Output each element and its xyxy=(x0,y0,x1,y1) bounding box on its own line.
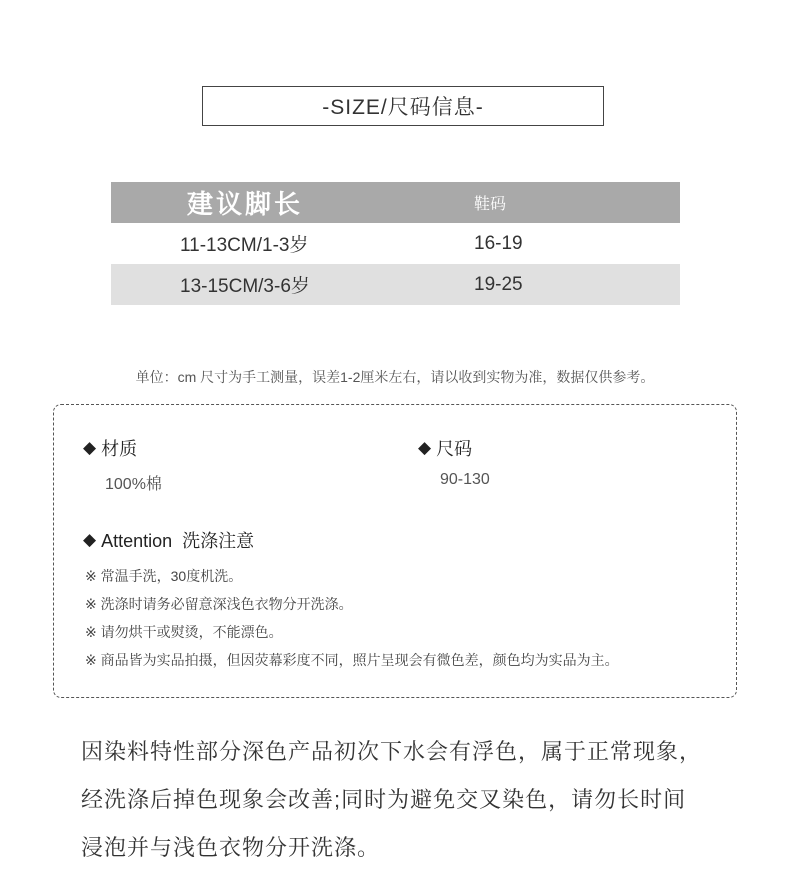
size-value: 90-130 xyxy=(440,471,490,488)
diamond-icon: ◆ xyxy=(83,530,97,549)
info-box xyxy=(53,404,737,698)
size-field xyxy=(418,435,490,489)
color-fading-notice xyxy=(81,729,741,873)
notice-line: 经洗涤后掉色现象会改善;同时为避免交叉染色，请勿长时间 xyxy=(81,787,687,812)
material-label: 材质 xyxy=(101,439,138,459)
material-field xyxy=(83,435,162,494)
unit-note: 单位：cm 尺寸为手工测量，误差1-2厘米左右，请以收到实物为准，数据仅供参考。 xyxy=(135,369,655,385)
table-cell-foot-length: 13-15CM/3-6岁 xyxy=(180,276,310,297)
table-row xyxy=(111,264,680,305)
table-cell-shoe-size: 16-19 xyxy=(474,232,523,254)
header-shoe-size: 鞋码 xyxy=(474,196,507,213)
care-notes xyxy=(85,565,619,677)
header-foot-length: 建议脚长 xyxy=(187,189,304,219)
notice-line: 因染料特性部分深色产品初次下水会有浮色，属于正常现象， xyxy=(81,739,703,764)
size-table xyxy=(111,182,680,305)
material-value: 100%棉 xyxy=(105,476,162,493)
notice-line: 浸泡并与浅色衣物分开洗涤。 xyxy=(81,835,381,860)
care-note: ※ 常温手洗，30度机洗。 xyxy=(85,568,243,584)
diamond-icon: ◆ xyxy=(418,438,432,457)
care-note: ※ 请勿烘干或熨烫，不能漂色。 xyxy=(85,624,283,640)
size-label: 尺码 xyxy=(436,439,473,459)
table-cell-shoe-size: 19-25 xyxy=(474,273,523,295)
care-note: ※ 商品皆为实品拍摄，但因荧幕彩度不同，照片呈现会有微色差，颜色均为实品为主。 xyxy=(85,652,619,668)
attention-label: Attention 洗涤注意 xyxy=(101,531,255,551)
size-table-header xyxy=(111,182,680,223)
table-row xyxy=(111,223,680,264)
care-note: ※ 洗涤时请务必留意深浅色衣物分开洗涤。 xyxy=(85,596,353,612)
diamond-icon: ◆ xyxy=(83,438,97,457)
table-cell-foot-length: 11-13CM/1-3岁 xyxy=(180,235,309,256)
section-title: -SIZE/尺码信息- xyxy=(202,86,604,126)
attention-heading xyxy=(83,527,254,553)
